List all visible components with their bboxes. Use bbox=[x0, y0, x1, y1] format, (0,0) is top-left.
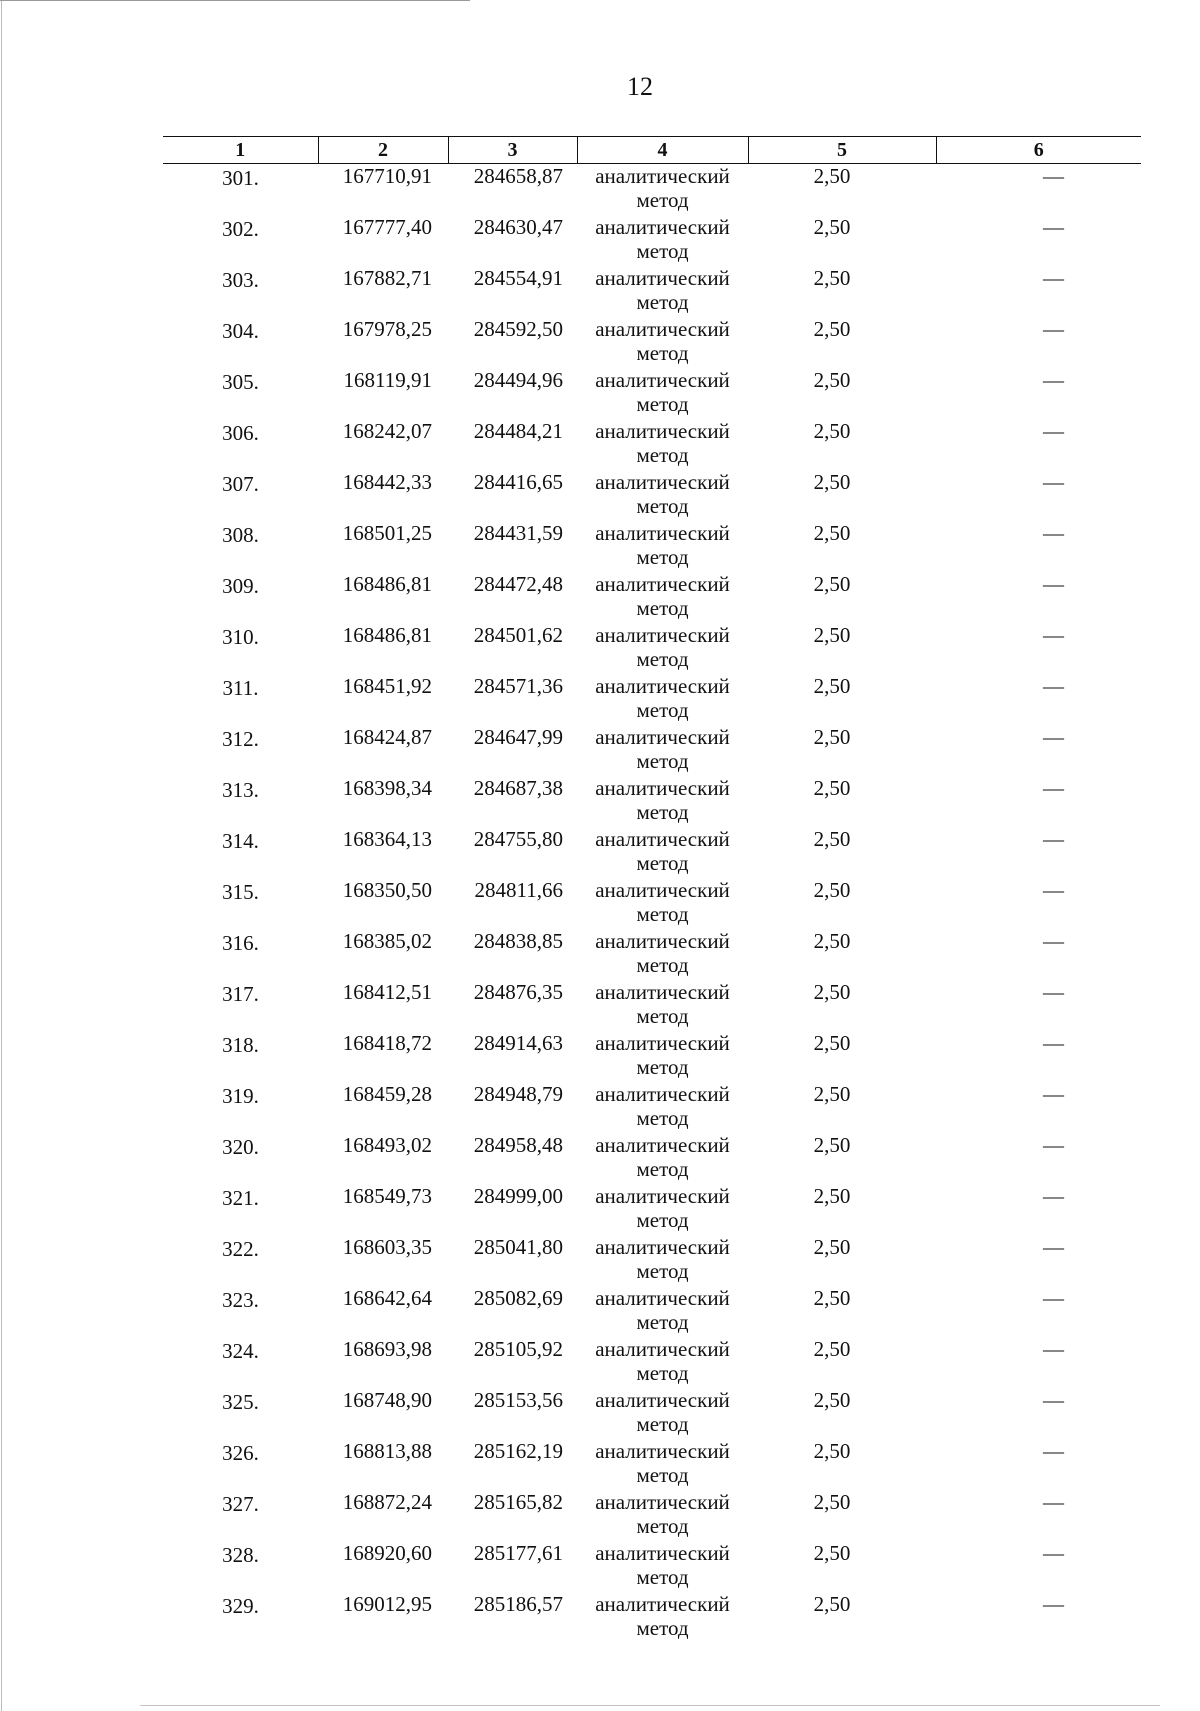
accuracy-cell: 2,50 bbox=[813, 1286, 851, 1310]
method-line-2: метод bbox=[636, 1106, 689, 1130]
x-coordinate-cell: 168920,60 bbox=[342, 1541, 432, 1565]
column-header: 1 bbox=[163, 137, 318, 164]
method-line-1: аналитический bbox=[595, 215, 730, 239]
method-cell bbox=[577, 725, 748, 776]
method-line-1: аналитический bbox=[595, 1082, 730, 1106]
method-line-2: метод bbox=[636, 392, 689, 416]
table-row bbox=[163, 674, 1141, 725]
table-row bbox=[163, 1337, 1141, 1388]
method-line-1: аналитический bbox=[595, 317, 730, 341]
note-cell: — bbox=[1043, 266, 1064, 290]
method-cell bbox=[577, 1592, 748, 1643]
y-coordinate-cell: 284494,96 bbox=[473, 368, 563, 392]
x-coordinate-cell: 167882,71 bbox=[342, 266, 432, 290]
method-line-1: аналитический bbox=[595, 929, 730, 953]
y-coordinate-cell: 284811,66 bbox=[474, 878, 563, 902]
table-row bbox=[163, 878, 1141, 929]
method-line-2: метод bbox=[636, 1157, 689, 1181]
point-number-cell: 308. bbox=[222, 523, 259, 547]
x-coordinate-cell: 168872,24 bbox=[342, 1490, 432, 1514]
point-number-cell: 321. bbox=[222, 1186, 259, 1210]
table-row bbox=[163, 266, 1141, 317]
x-coordinate-cell: 168642,64 bbox=[342, 1286, 432, 1310]
table-row bbox=[163, 1592, 1141, 1643]
method-line-2: метод bbox=[636, 1514, 689, 1538]
y-coordinate-cell: 284630,47 bbox=[473, 215, 563, 239]
table-row bbox=[163, 470, 1141, 521]
note-cell: — bbox=[1043, 470, 1064, 494]
method-line-1: аналитический bbox=[595, 827, 730, 851]
accuracy-cell: 2,50 bbox=[813, 1235, 851, 1259]
note-cell: — bbox=[1043, 827, 1064, 851]
method-cell bbox=[577, 317, 748, 368]
table-row bbox=[163, 1490, 1141, 1541]
method-cell bbox=[577, 1439, 748, 1490]
method-cell bbox=[577, 674, 748, 725]
scan-edge-left bbox=[1, 0, 2, 1711]
note-cell: — bbox=[1043, 1286, 1064, 1310]
accuracy-cell: 2,50 bbox=[813, 1592, 851, 1616]
table-row bbox=[163, 980, 1141, 1031]
method-cell bbox=[577, 1184, 748, 1235]
accuracy-cell: 2,50 bbox=[813, 725, 851, 749]
y-coordinate-cell: 284658,87 bbox=[473, 164, 563, 188]
method-line-1: аналитический bbox=[595, 1235, 730, 1259]
method-line-1: аналитический bbox=[595, 572, 730, 596]
method-cell bbox=[577, 419, 748, 470]
x-coordinate-cell: 168364,13 bbox=[342, 827, 432, 851]
method-line-1: аналитический bbox=[595, 419, 730, 443]
method-line-1: аналитический bbox=[595, 368, 730, 392]
point-number-cell: 323. bbox=[222, 1288, 259, 1312]
method-cell bbox=[577, 266, 748, 317]
y-coordinate-cell: 285162,19 bbox=[473, 1439, 563, 1463]
x-coordinate-cell: 167978,25 bbox=[342, 317, 432, 341]
point-number-cell: 320. bbox=[222, 1135, 259, 1159]
method-line-1: аналитический bbox=[595, 1337, 730, 1361]
accuracy-cell: 2,50 bbox=[813, 878, 851, 902]
table-row bbox=[163, 1388, 1141, 1439]
method-line-2: метод bbox=[636, 1310, 689, 1334]
y-coordinate-cell: 284838,85 bbox=[473, 929, 563, 953]
point-number-cell: 319. bbox=[222, 1084, 259, 1108]
table-row bbox=[163, 1235, 1141, 1286]
point-number-cell: 301. bbox=[222, 166, 259, 190]
point-number-cell: 305. bbox=[222, 370, 259, 394]
method-cell bbox=[577, 878, 748, 929]
point-number-cell: 326. bbox=[222, 1441, 259, 1465]
scan-edge-top bbox=[0, 0, 470, 1]
point-number-cell: 316. bbox=[222, 931, 259, 955]
method-line-2: метод bbox=[636, 545, 689, 569]
table-row bbox=[163, 164, 1141, 216]
method-cell bbox=[577, 1286, 748, 1337]
accuracy-cell: 2,50 bbox=[813, 470, 851, 494]
y-coordinate-cell: 284554,91 bbox=[473, 266, 563, 290]
point-number-cell: 307. bbox=[222, 472, 259, 496]
y-coordinate-cell: 284647,99 bbox=[473, 725, 563, 749]
method-line-1: аналитический bbox=[595, 878, 730, 902]
accuracy-cell: 2,50 bbox=[813, 317, 851, 341]
method-cell bbox=[577, 1235, 748, 1286]
table-row bbox=[163, 419, 1141, 470]
y-coordinate-cell: 284484,21 bbox=[473, 419, 563, 443]
method-cell bbox=[577, 827, 748, 878]
x-coordinate-cell: 168486,81 bbox=[342, 623, 432, 647]
method-cell bbox=[577, 776, 748, 827]
point-number-cell: 313. bbox=[222, 778, 259, 802]
x-coordinate-cell: 168442,33 bbox=[342, 470, 432, 494]
point-number-cell: 303. bbox=[222, 268, 259, 292]
method-cell bbox=[577, 623, 748, 674]
x-coordinate-cell: 168549,73 bbox=[342, 1184, 432, 1208]
header-row bbox=[163, 137, 1141, 164]
method-line-2: метод bbox=[636, 188, 689, 212]
x-coordinate-cell: 168603,35 bbox=[342, 1235, 432, 1259]
y-coordinate-cell: 284416,65 bbox=[473, 470, 563, 494]
note-cell: — bbox=[1043, 164, 1064, 188]
method-line-2: метод bbox=[636, 851, 689, 875]
table-row bbox=[163, 1133, 1141, 1184]
note-cell: — bbox=[1043, 623, 1064, 647]
method-line-2: метод bbox=[636, 1004, 689, 1028]
accuracy-cell: 2,50 bbox=[813, 215, 851, 239]
note-cell: — bbox=[1043, 1082, 1064, 1106]
point-number-cell: 328. bbox=[222, 1543, 259, 1567]
method-line-1: аналитический bbox=[595, 1388, 730, 1412]
method-line-2: метод bbox=[636, 1412, 689, 1436]
accuracy-cell: 2,50 bbox=[813, 164, 851, 188]
note-cell: — bbox=[1043, 1133, 1064, 1157]
x-coordinate-cell: 168459,28 bbox=[342, 1082, 432, 1106]
x-coordinate-cell: 168418,72 bbox=[342, 1031, 432, 1055]
method-cell bbox=[577, 368, 748, 419]
method-cell bbox=[577, 572, 748, 623]
accuracy-cell: 2,50 bbox=[813, 1541, 851, 1565]
note-cell: — bbox=[1043, 980, 1064, 1004]
note-cell: — bbox=[1043, 1031, 1064, 1055]
note-cell: — bbox=[1043, 1592, 1064, 1616]
x-coordinate-cell: 168493,02 bbox=[342, 1133, 432, 1157]
table-row bbox=[163, 521, 1141, 572]
column-header: 5 bbox=[748, 137, 936, 164]
method-cell bbox=[577, 980, 748, 1031]
method-cell bbox=[577, 521, 748, 572]
method-line-2: метод bbox=[636, 341, 689, 365]
point-number-cell: 317. bbox=[222, 982, 259, 1006]
column-header: 6 bbox=[936, 137, 1141, 164]
x-coordinate-cell: 168242,07 bbox=[342, 419, 432, 443]
x-coordinate-cell: 168501,25 bbox=[342, 521, 432, 545]
note-cell: — bbox=[1043, 521, 1064, 545]
table-row bbox=[163, 623, 1141, 674]
point-number-cell: 322. bbox=[222, 1237, 259, 1261]
accuracy-cell: 2,50 bbox=[813, 1184, 851, 1208]
method-cell bbox=[577, 470, 748, 521]
method-cell bbox=[577, 1082, 748, 1133]
point-number-cell: 314. bbox=[222, 829, 259, 853]
note-cell: — bbox=[1043, 674, 1064, 698]
note-cell: — bbox=[1043, 1388, 1064, 1412]
accuracy-cell: 2,50 bbox=[813, 1031, 851, 1055]
method-line-1: аналитический bbox=[595, 164, 730, 188]
table-row bbox=[163, 1439, 1141, 1490]
method-line-1: аналитический bbox=[595, 1031, 730, 1055]
table-row bbox=[163, 725, 1141, 776]
method-line-1: аналитический bbox=[595, 521, 730, 545]
note-cell: — bbox=[1043, 1337, 1064, 1361]
method-cell bbox=[577, 1490, 748, 1541]
x-coordinate-cell: 168412,51 bbox=[342, 980, 432, 1004]
method-line-1: аналитический bbox=[595, 1490, 730, 1514]
y-coordinate-cell: 285177,61 bbox=[473, 1541, 563, 1565]
y-coordinate-cell: 284501,62 bbox=[473, 623, 563, 647]
x-coordinate-cell: 168385,02 bbox=[342, 929, 432, 953]
method-line-2: метод bbox=[636, 749, 689, 773]
y-coordinate-cell: 284755,80 bbox=[473, 827, 563, 851]
y-coordinate-cell: 285153,56 bbox=[473, 1388, 563, 1412]
note-cell: — bbox=[1043, 776, 1064, 800]
x-coordinate-cell: 168693,98 bbox=[342, 1337, 432, 1361]
point-number-cell: 306. bbox=[222, 421, 259, 445]
note-cell: — bbox=[1043, 1439, 1064, 1463]
x-coordinate-cell: 168451,92 bbox=[342, 674, 432, 698]
method-line-2: метод bbox=[636, 800, 689, 824]
table-row bbox=[163, 1541, 1141, 1592]
point-number-cell: 318. bbox=[222, 1033, 259, 1057]
accuracy-cell: 2,50 bbox=[813, 1337, 851, 1361]
method-line-2: метод bbox=[636, 290, 689, 314]
method-line-1: аналитический bbox=[595, 674, 730, 698]
method-line-2: метод bbox=[636, 1055, 689, 1079]
method-line-1: аналитический bbox=[595, 1592, 730, 1616]
x-coordinate-cell: 168119,91 bbox=[343, 368, 432, 392]
x-coordinate-cell: 167710,91 bbox=[342, 164, 432, 188]
accuracy-cell: 2,50 bbox=[813, 1490, 851, 1514]
method-line-2: метод bbox=[636, 1565, 689, 1589]
note-cell: — bbox=[1043, 1235, 1064, 1259]
method-cell bbox=[577, 1031, 748, 1082]
method-line-1: аналитический bbox=[595, 1133, 730, 1157]
method-cell bbox=[577, 164, 748, 216]
x-coordinate-cell: 168424,87 bbox=[342, 725, 432, 749]
x-coordinate-cell: 167777,40 bbox=[342, 215, 432, 239]
accuracy-cell: 2,50 bbox=[813, 572, 851, 596]
method-line-1: аналитический bbox=[595, 266, 730, 290]
method-line-2: метод bbox=[636, 902, 689, 926]
table-row bbox=[163, 368, 1141, 419]
accuracy-cell: 2,50 bbox=[813, 929, 851, 953]
point-number-cell: 309. bbox=[222, 574, 259, 598]
table-row bbox=[163, 1286, 1141, 1337]
method-line-1: аналитический bbox=[595, 1286, 730, 1310]
point-number-cell: 327. bbox=[222, 1492, 259, 1516]
x-coordinate-cell: 168813,88 bbox=[342, 1439, 432, 1463]
method-line-1: аналитический bbox=[595, 980, 730, 1004]
table-row bbox=[163, 572, 1141, 623]
point-number-cell: 312. bbox=[222, 727, 259, 751]
note-cell: — bbox=[1043, 1184, 1064, 1208]
method-line-1: аналитический bbox=[595, 470, 730, 494]
y-coordinate-cell: 284914,63 bbox=[473, 1031, 563, 1055]
method-line-2: метод bbox=[636, 494, 689, 518]
y-coordinate-cell: 284571,36 bbox=[473, 674, 563, 698]
page-number: 12 bbox=[627, 72, 653, 101]
method-line-1: аналитический bbox=[595, 1184, 730, 1208]
y-coordinate-cell: 284472,48 bbox=[473, 572, 563, 596]
accuracy-cell: 2,50 bbox=[813, 266, 851, 290]
table-row bbox=[163, 1184, 1141, 1235]
method-line-1: аналитический bbox=[595, 1541, 730, 1565]
point-number-cell: 310. bbox=[222, 625, 259, 649]
scan-edge-bottom bbox=[140, 1705, 1160, 1706]
method-cell bbox=[577, 1541, 748, 1592]
method-line-2: метод bbox=[636, 596, 689, 620]
y-coordinate-cell: 284687,38 bbox=[473, 776, 563, 800]
note-cell: — bbox=[1043, 368, 1064, 392]
method-line-2: метод bbox=[636, 1616, 689, 1640]
note-cell: — bbox=[1043, 878, 1064, 902]
accuracy-cell: 2,50 bbox=[813, 674, 851, 698]
note-cell: — bbox=[1043, 929, 1064, 953]
x-coordinate-cell: 168398,34 bbox=[342, 776, 432, 800]
column-header: 2 bbox=[318, 137, 448, 164]
accuracy-cell: 2,50 bbox=[813, 623, 851, 647]
table-row bbox=[163, 215, 1141, 266]
column-header: 3 bbox=[448, 137, 577, 164]
y-coordinate-cell: 285041,80 bbox=[473, 1235, 563, 1259]
method-line-2: метод bbox=[636, 698, 689, 722]
point-number-cell: 302. bbox=[222, 217, 259, 241]
accuracy-cell: 2,50 bbox=[813, 1082, 851, 1106]
method-line-2: метод bbox=[636, 1208, 689, 1232]
point-number-cell: 315. bbox=[222, 880, 259, 904]
method-line-2: метод bbox=[636, 1259, 689, 1283]
method-cell bbox=[577, 929, 748, 980]
method-line-2: метод bbox=[636, 1463, 689, 1487]
method-line-2: метод bbox=[636, 647, 689, 671]
method-line-2: метод bbox=[636, 443, 689, 467]
accuracy-cell: 2,50 bbox=[813, 1388, 851, 1412]
note-cell: — bbox=[1043, 572, 1064, 596]
note-cell: — bbox=[1043, 419, 1064, 443]
accuracy-cell: 2,50 bbox=[813, 1439, 851, 1463]
point-number-cell: 329. bbox=[222, 1594, 259, 1618]
y-coordinate-cell: 285186,57 bbox=[473, 1592, 563, 1616]
y-coordinate-cell: 284876,35 bbox=[473, 980, 563, 1004]
note-cell: — bbox=[1043, 215, 1064, 239]
note-cell: — bbox=[1043, 1490, 1064, 1514]
point-number-cell: 311. bbox=[222, 676, 259, 700]
x-coordinate-cell: 168486,81 bbox=[342, 572, 432, 596]
point-number-cell: 304. bbox=[222, 319, 259, 343]
y-coordinate-cell: 284999,00 bbox=[473, 1184, 563, 1208]
method-cell bbox=[577, 1133, 748, 1184]
method-cell bbox=[577, 215, 748, 266]
method-cell bbox=[577, 1337, 748, 1388]
y-coordinate-cell: 284592,50 bbox=[473, 317, 563, 341]
table-row bbox=[163, 1031, 1141, 1082]
accuracy-cell: 2,50 bbox=[813, 776, 851, 800]
accuracy-cell: 2,50 bbox=[813, 980, 851, 1004]
coordinates-table-wrapper bbox=[163, 136, 1141, 1643]
table-header bbox=[163, 137, 1141, 164]
accuracy-cell: 2,50 bbox=[813, 419, 851, 443]
method-line-2: метод bbox=[636, 1361, 689, 1385]
y-coordinate-cell: 284948,79 bbox=[473, 1082, 563, 1106]
x-coordinate-cell: 168748,90 bbox=[342, 1388, 432, 1412]
y-coordinate-cell: 285165,82 bbox=[473, 1490, 563, 1514]
column-header: 4 bbox=[577, 137, 748, 164]
method-line-2: метод bbox=[636, 239, 689, 263]
x-coordinate-cell: 169012,95 bbox=[342, 1592, 432, 1616]
method-line-1: аналитический bbox=[595, 1439, 730, 1463]
table-row bbox=[163, 827, 1141, 878]
table-row bbox=[163, 1082, 1141, 1133]
accuracy-cell: 2,50 bbox=[813, 1133, 851, 1157]
method-line-1: аналитический bbox=[595, 623, 730, 647]
accuracy-cell: 2,50 bbox=[813, 368, 851, 392]
y-coordinate-cell: 284958,48 bbox=[473, 1133, 563, 1157]
table-row bbox=[163, 317, 1141, 368]
accuracy-cell: 2,50 bbox=[813, 521, 851, 545]
method-line-1: аналитический bbox=[595, 725, 730, 749]
table-row bbox=[163, 929, 1141, 980]
x-coordinate-cell: 168350,50 bbox=[342, 878, 432, 902]
method-line-2: метод bbox=[636, 953, 689, 977]
coordinates-table bbox=[163, 136, 1141, 1643]
y-coordinate-cell: 285105,92 bbox=[473, 1337, 563, 1361]
table-body bbox=[163, 164, 1141, 1644]
note-cell: — bbox=[1043, 317, 1064, 341]
y-coordinate-cell: 285082,69 bbox=[473, 1286, 563, 1310]
point-number-cell: 325. bbox=[222, 1390, 259, 1414]
method-line-1: аналитический bbox=[595, 776, 730, 800]
note-cell: — bbox=[1043, 1541, 1064, 1565]
method-cell bbox=[577, 1388, 748, 1439]
accuracy-cell: 2,50 bbox=[813, 827, 851, 851]
note-cell: — bbox=[1043, 725, 1064, 749]
table-row bbox=[163, 776, 1141, 827]
point-number-cell: 324. bbox=[222, 1339, 259, 1363]
y-coordinate-cell: 284431,59 bbox=[473, 521, 563, 545]
